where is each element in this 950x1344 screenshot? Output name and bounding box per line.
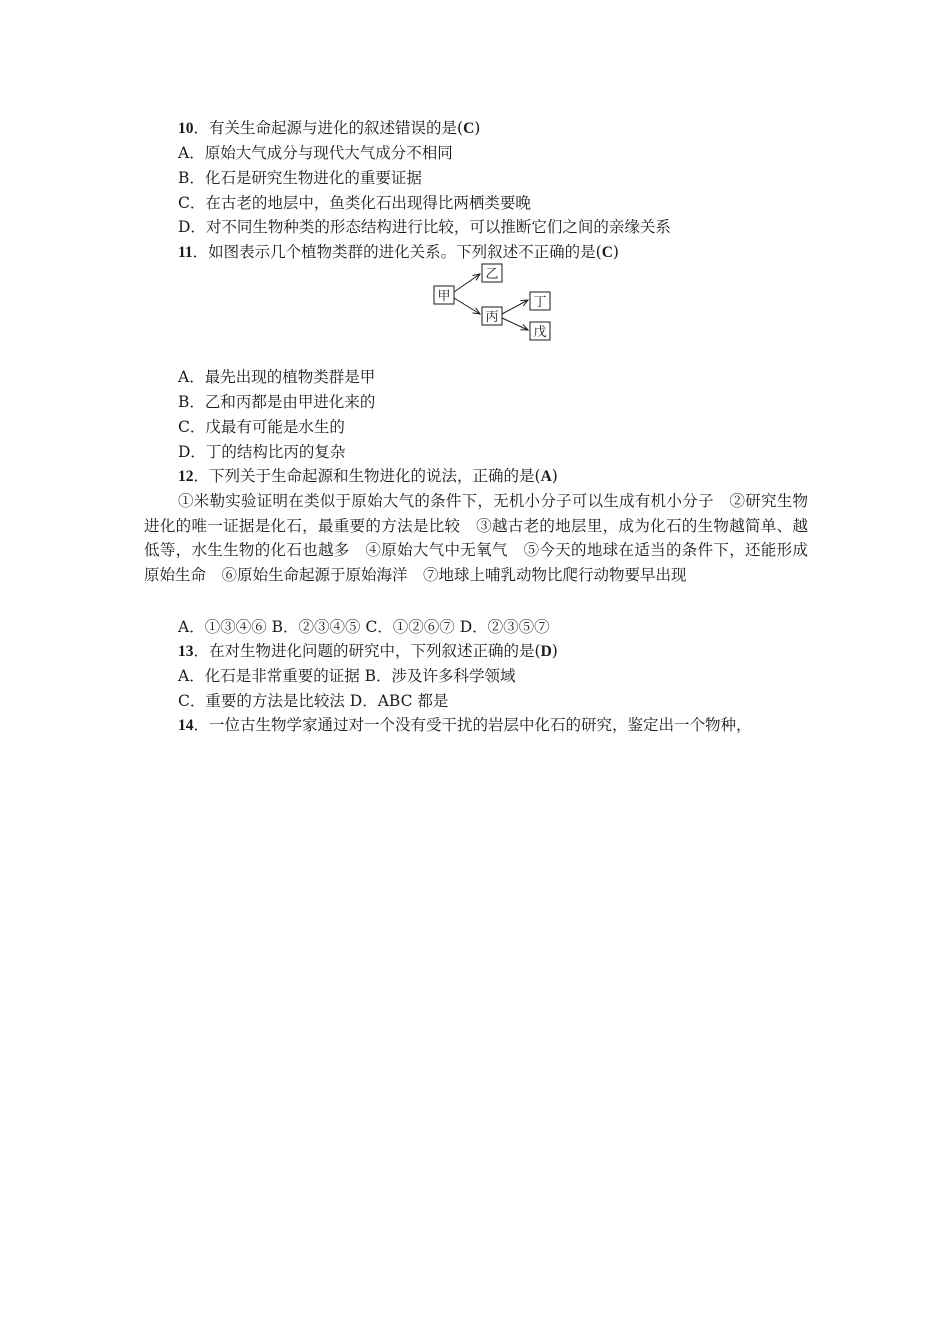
edge-bing-wu (502, 318, 528, 330)
answer: C (463, 120, 475, 137)
question-10 (178, 117, 480, 140)
node-wu (530, 322, 550, 340)
question-12-statements: ①米勒实验证明在类似于原始大气的条件下，无机小分子可以生成有机小分子 ②研究生物进化的唯一证据是化石，最重要的方法是比较 ③越古老的地层里，成为化石的生物越简单、越低等，水生生物的化石也越多 ④原始大气中无氧气 ⑤今天的地球在适当的条件下，还能形成原始生命 ⑥原始生命起源于原始海洋 ⑦地球上哺乳动物比爬行动物要早出现 (144, 492, 808, 584)
question-13-options-row-2: C．重要的方法是比较法 D．ABC 都是 (178, 692, 449, 710)
edge-jia-bing (454, 298, 480, 314)
node-bing-label: 丙 (485, 310, 499, 325)
question-11 (178, 241, 619, 264)
close-paren: ) (612, 243, 619, 261)
question-number: 12 (178, 468, 194, 485)
node-jia-label: 甲 (437, 289, 451, 304)
question-number: 10 (178, 120, 194, 137)
question-13-options-row-1: A．化石是非常重要的证据 B．涉及许多科学领域 (178, 667, 516, 685)
question-13 (178, 640, 558, 663)
node-ding (530, 292, 550, 310)
edge-jia-yi (454, 274, 480, 292)
option-d: D．对不同生物种类的形态结构进行比较，可以推断它们之间的亲缘关系 (178, 218, 671, 236)
evolution-diagram (432, 262, 556, 344)
option-b: B．乙和丙都是由甲进化来的 (178, 393, 376, 411)
node-yi (482, 264, 502, 282)
node-jia (434, 286, 454, 304)
option-c: C．在古老的地层中，鱼类化石出现得比两栖类要晚 (178, 194, 531, 212)
question-stem: ．下列关于生命起源和生物进化的说法，正确的是( (193, 467, 541, 485)
question-stem: ．在对生物进化问题的研究中，下列叙述正确的是( (193, 642, 541, 660)
question-stem: ．有关生命起源与进化的叙述错误的是( (193, 119, 464, 137)
option-d: D．丁的结构比丙的复杂 (178, 443, 346, 461)
node-bing (482, 307, 502, 325)
option-c: C．戊最有可能是水生的 (178, 418, 345, 436)
option-b: B．化石是研究生物进化的重要证据 (178, 169, 422, 187)
question-number: 11 (178, 244, 193, 261)
close-paren: ) (551, 467, 558, 485)
answer: C (601, 244, 613, 261)
question-12 (178, 465, 558, 488)
question-stem: ．一位古生物学家通过对一个没有受干扰的岩层中化石的研究，鉴定出一个物种， (193, 716, 752, 734)
edge-bing-ding (502, 300, 528, 314)
answer: A (540, 468, 552, 485)
answer: D (540, 643, 552, 660)
node-yi-label: 乙 (485, 267, 499, 282)
evolution-tree-svg (432, 262, 556, 344)
close-paren: ) (551, 642, 558, 660)
close-paren: ) (474, 119, 481, 137)
question-14 (178, 714, 752, 737)
question-12-options: A．①③④⑥ B．②③④⑤ C．①②⑥⑦ D．②③⑤⑦ (178, 618, 550, 636)
option-a: A．最先出现的植物类群是甲 (178, 368, 376, 386)
option-a: A．原始大气成分与现代大气成分不相同 (178, 144, 453, 162)
question-number: 13 (178, 643, 194, 660)
question-stem: ．如图表示几个植物类群的进化关系。下列叙述不正确的是( (192, 243, 602, 261)
node-wu-label: 戊 (533, 325, 547, 340)
question-number: 14 (178, 717, 194, 734)
node-ding-label: 丁 (533, 295, 547, 310)
